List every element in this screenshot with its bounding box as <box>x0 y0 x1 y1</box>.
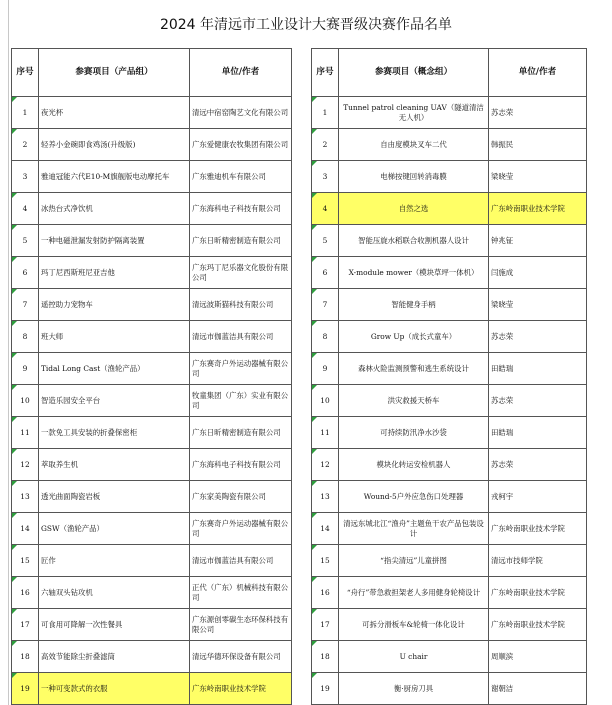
row-number: 5 <box>312 225 339 257</box>
row-project: 自然之选 <box>339 193 489 225</box>
row-number: 12 <box>12 449 39 481</box>
row-unit: 清远华德环保设备有限公司 <box>190 641 292 673</box>
table-row <box>312 481 587 513</box>
row-unit: 清远波斯猫科技有限公司 <box>190 289 292 321</box>
row-number: 19 <box>12 673 39 705</box>
row-number: 13 <box>12 481 39 513</box>
row-project: 一种电磁泄漏发射防护隔离装置 <box>39 225 190 257</box>
row-project: 智能健身手柄 <box>339 289 489 321</box>
row-number: 14 <box>12 513 39 545</box>
row-project: “舟行”带急救担架老人多用健身轮椅设计 <box>339 577 489 609</box>
row-unit: 清远市伽蓝洁具有限公司 <box>190 321 292 353</box>
row-number: 18 <box>312 641 339 673</box>
row-unit: 谢朝洁 <box>489 673 587 705</box>
row-number: 16 <box>12 577 39 609</box>
row-number: 2 <box>12 129 39 161</box>
row-project: 班大师 <box>39 321 190 353</box>
row-number: 1 <box>12 97 39 129</box>
row-number: 4 <box>312 193 339 225</box>
table-row <box>312 545 587 577</box>
row-number: 9 <box>12 353 39 385</box>
row-unit: 广东赛奇户外运动器械有限公司 <box>190 353 292 385</box>
table-row <box>312 129 587 161</box>
row-project: 轻养小金碗即食鸡汤(升级版) <box>39 129 190 161</box>
row-project: 清远东城北江“渔舟”主题鱼干农产品包装设计 <box>339 513 489 545</box>
table-row <box>12 257 292 289</box>
table-row <box>12 513 292 545</box>
row-number: 18 <box>12 641 39 673</box>
row-number: 2 <box>312 129 339 161</box>
row-project: 冰热台式净饮机 <box>39 193 190 225</box>
row-project: 可食用可降解一次性餐具 <box>39 609 190 641</box>
row-unit: 戎柯宇 <box>489 481 587 513</box>
table-row <box>12 577 292 609</box>
row-project: 电梯按键回转消毒膜 <box>339 161 489 193</box>
row-unit: 广东雅迪机车有限公司 <box>190 161 292 193</box>
row-project: Grow Up（成长式童车） <box>339 321 489 353</box>
row-project: 夜光杯 <box>39 97 190 129</box>
row-number: 10 <box>12 385 39 417</box>
row-unit: 田皓瑞 <box>489 417 587 449</box>
row-unit: 苏志荣 <box>489 321 587 353</box>
row-number: 15 <box>312 545 339 577</box>
table-row <box>12 481 292 513</box>
row-number: 19 <box>312 673 339 705</box>
row-unit: 清远中宿窑陶艺文化有限公司 <box>190 97 292 129</box>
row-project: U chair <box>339 641 489 673</box>
row-project: 智造乐园安全平台 <box>39 385 190 417</box>
table-row <box>12 129 292 161</box>
row-unit: 广东爱健康农牧集团有限公司 <box>190 129 292 161</box>
row-unit: 广东海科电子科技有限公司 <box>190 193 292 225</box>
row-number: 6 <box>312 257 339 289</box>
table-row <box>12 353 292 385</box>
row-number: 3 <box>12 161 39 193</box>
row-project: 一款免工具安装的折叠保密柜 <box>39 417 190 449</box>
row-unit: 周顺滨 <box>489 641 587 673</box>
sheet-left-border <box>8 0 9 705</box>
row-project: 透光曲面陶瓷岩板 <box>39 481 190 513</box>
row-number: 11 <box>12 417 39 449</box>
row-unit: 广东岭南职业技术学院 <box>489 609 587 641</box>
table-row <box>312 385 587 417</box>
table-row <box>312 225 587 257</box>
row-unit: 广东岭南职业技术学院 <box>489 513 587 545</box>
row-unit: 广东日昕精密制造有限公司 <box>190 417 292 449</box>
table-row <box>312 417 587 449</box>
table-row <box>12 321 292 353</box>
row-number: 7 <box>12 289 39 321</box>
product-group-table <box>11 48 292 705</box>
row-unit: 清远市伽蓝洁具有限公司 <box>190 545 292 577</box>
row-project: 森林火险监测预警和逃生系统设计 <box>339 353 489 385</box>
row-number: 4 <box>12 193 39 225</box>
row-number: 17 <box>312 609 339 641</box>
table-row <box>312 449 587 481</box>
row-unit: 广东岭南职业技术学院 <box>489 193 587 225</box>
table-row <box>312 609 587 641</box>
table-row <box>12 417 292 449</box>
row-project: “指尖清远”儿童拼图 <box>339 545 489 577</box>
table-row <box>312 97 587 129</box>
row-unit: 广东赛奇户外运动器械有限公司 <box>190 513 292 545</box>
row-project: 六轴双头钻攻机 <box>39 577 190 609</box>
row-project: 遥控助力宠物车 <box>39 289 190 321</box>
table-row <box>12 449 292 481</box>
row-number: 9 <box>312 353 339 385</box>
table-row <box>12 161 292 193</box>
row-project: 匠作 <box>39 545 190 577</box>
table-row <box>12 641 292 673</box>
table-row <box>312 673 587 705</box>
row-unit: 广东岭南职业技术学院 <box>190 673 292 705</box>
table-row <box>12 97 292 129</box>
row-unit: 钟兆钲 <box>489 225 587 257</box>
header-project: 参赛项目（概念组） <box>339 49 489 97</box>
row-number: 14 <box>312 513 339 545</box>
row-number: 11 <box>312 417 339 449</box>
table-row <box>312 513 587 545</box>
header-unit: 单位/作者 <box>489 49 587 97</box>
row-project: 可持续防汛净水沙袋 <box>339 417 489 449</box>
table-header-row <box>12 49 292 97</box>
row-number: 8 <box>12 321 39 353</box>
table-row <box>12 545 292 577</box>
row-number: 8 <box>312 321 339 353</box>
table-row <box>12 225 292 257</box>
row-unit: 韩振民 <box>489 129 587 161</box>
row-unit: 广东日昕精密制造有限公司 <box>190 225 292 257</box>
row-number: 17 <box>12 609 39 641</box>
row-unit: 苏志荣 <box>489 449 587 481</box>
row-project: X-module mower（模块草坪一体机） <box>339 257 489 289</box>
table-row <box>312 193 587 225</box>
table-row <box>312 353 587 385</box>
concept-group-table <box>311 48 587 705</box>
table-row <box>312 321 587 353</box>
row-project: 萃取养生机 <box>39 449 190 481</box>
row-unit: 闫施成 <box>489 257 587 289</box>
row-project: 高效节能除尘折叠滤筒 <box>39 641 190 673</box>
row-unit: 广东玛丁尼乐器文化股份有限公司 <box>190 257 292 289</box>
table-row <box>312 257 587 289</box>
row-unit: 苏志荣 <box>489 97 587 129</box>
table-row <box>312 161 587 193</box>
row-number: 5 <box>12 225 39 257</box>
row-number: 13 <box>312 481 339 513</box>
table-row <box>12 609 292 641</box>
row-project: 可拆分滑板车&轮椅一体化设计 <box>339 609 489 641</box>
row-unit: 广东源创零碳生态环保科技有限公司 <box>190 609 292 641</box>
row-number: 10 <box>312 385 339 417</box>
row-unit: 广东家美陶瓷有限公司 <box>190 481 292 513</box>
row-project: Tunnel patrol cleaning UAV（隧道清洁无人机） <box>339 97 489 129</box>
row-unit: 梁晓莹 <box>489 161 587 193</box>
table-row <box>312 577 587 609</box>
table-row <box>312 641 587 673</box>
row-number: 1 <box>312 97 339 129</box>
row-project: 模块化转运安检机器人 <box>339 449 489 481</box>
row-unit: 梁晓莹 <box>489 289 587 321</box>
row-project: Tidal Long Cast（渔轮产品） <box>39 353 190 385</box>
table-row <box>12 193 292 225</box>
row-project: 衡·厨房刀具 <box>339 673 489 705</box>
row-number: 6 <box>12 257 39 289</box>
header-no: 序号 <box>312 49 339 97</box>
table-row <box>12 289 292 321</box>
row-project: 自由度模块叉车二代 <box>339 129 489 161</box>
table-row <box>12 385 292 417</box>
row-number: 15 <box>12 545 39 577</box>
header-project: 参赛项目（产品组） <box>39 49 190 97</box>
row-unit: 正代（广东）机械科技有限公司 <box>190 577 292 609</box>
row-project: 雅迪冠能六代E10-M旗舰版电动摩托车 <box>39 161 190 193</box>
row-number: 12 <box>312 449 339 481</box>
table-row <box>312 289 587 321</box>
row-number: 3 <box>312 161 339 193</box>
table-header-row <box>312 49 587 97</box>
page-title: 2024 年清远市工业设计大赛晋级决赛作品名单 <box>159 17 453 33</box>
row-unit: 牧童集团（广东）实业有限公司 <box>190 385 292 417</box>
row-number: 7 <box>312 289 339 321</box>
row-project: 洪灾救援天桥车 <box>339 385 489 417</box>
row-project: 玛丁尼西斯班尼亚吉他 <box>39 257 190 289</box>
table-row <box>12 673 292 705</box>
row-project: 一种可变款式的衣服 <box>39 673 190 705</box>
row-project: Wound-5户外应急伤口处理器 <box>339 481 489 513</box>
row-unit: 广东海科电子科技有限公司 <box>190 449 292 481</box>
row-project: GSW（渔轮产品） <box>39 513 190 545</box>
header-unit: 单位/作者 <box>190 49 292 97</box>
row-project: 智能压旋水稻联合收割机器人设计 <box>339 225 489 257</box>
header-no: 序号 <box>12 49 39 97</box>
row-unit: 田皓瑞 <box>489 353 587 385</box>
row-unit: 苏志荣 <box>489 385 587 417</box>
row-unit: 清远市技师学院 <box>489 545 587 577</box>
row-number: 16 <box>312 577 339 609</box>
row-unit: 广东岭南职业技术学院 <box>489 577 587 609</box>
